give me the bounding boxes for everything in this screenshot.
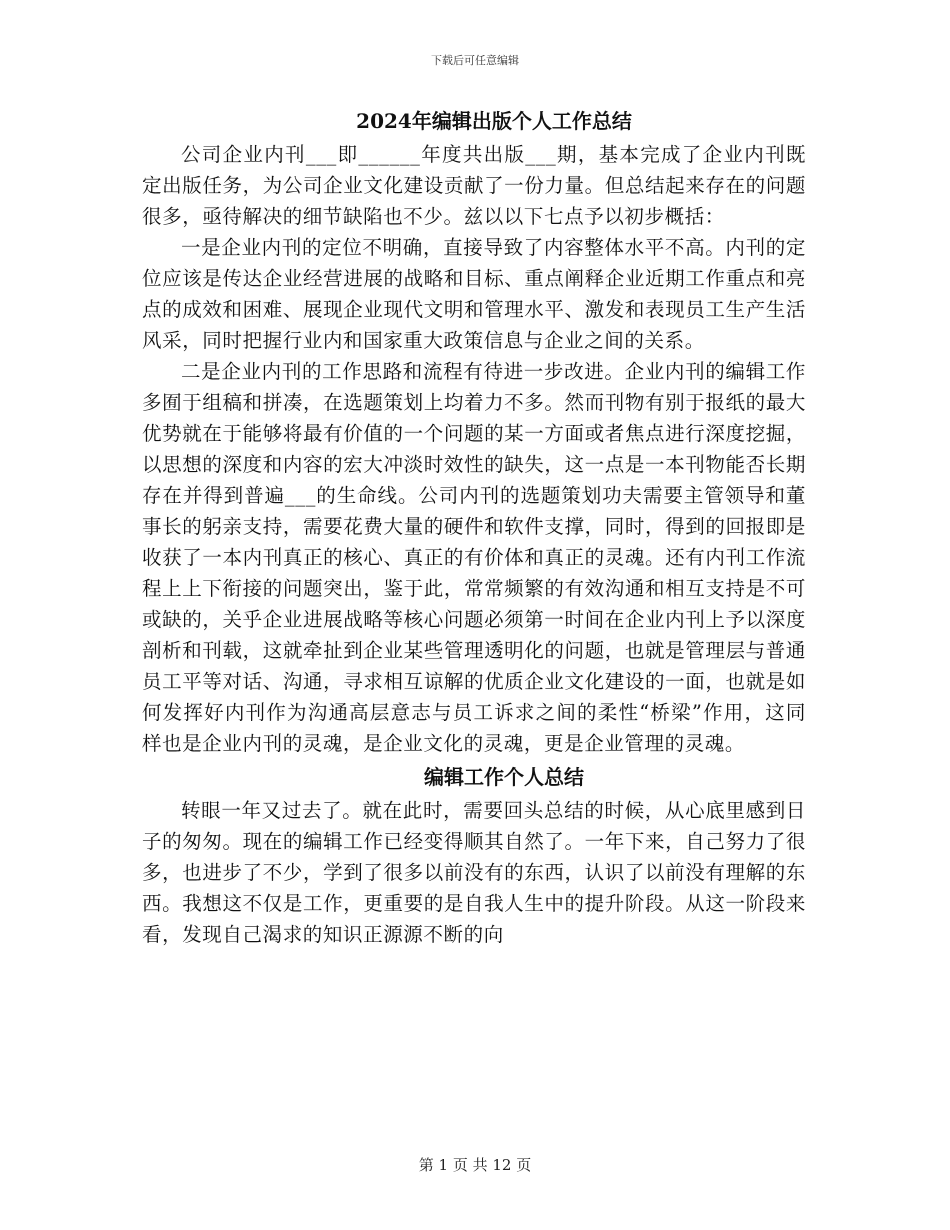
header-note: 下载后可任意编辑 bbox=[431, 54, 519, 67]
paragraph-section-intro: 转眼一年又过去了。就在此时，需要回头总结的时候，从心底里感到日子的匆匆。现在的编辑工作已经变得顺其自然了。一年下来，自己努力了很多，也进步了不少，学到了很多以前没有的东西，认识了以前没有理解的东西。我想这不仅是工作，更重要的是自我人生中的提升阶段。从这一阶段来看，发现自己渴求的知识正源源不断的向 bbox=[142, 799, 806, 946]
section-title: 编辑工作个人总结 bbox=[424, 765, 584, 789]
document-title: 2024年编辑出版个人工作总结 bbox=[356, 109, 632, 133]
paragraph-intro: 公司企业内刊___即______年度共出版___期，基本完成了企业内刊既定出版任务，为公司企业文化建设贡献了一份力量。但总结起来存在的问题很多，亟待解决的细节缺陷也不少。兹以以下七点予以初步概括： bbox=[142, 143, 806, 228]
paragraph-point-one: 一是企业内刊的定位不明确，直接导致了内容整体水平不高。内刊的定位应该是传达企业经营进展的战略和目标、重点阐释企业近期工作重点和亮点的成效和困难、展现企业现代文明和管理水平、激发和表现员工生产生活风采，同时把握行业内和国家重大政策信息与企业之间的关系。 bbox=[142, 236, 806, 352]
page-number: 第 1 页 共 12 页 bbox=[418, 1156, 532, 1174]
paragraph-point-two: 二是企业内刊的工作思路和流程有待进一步改进。企业内刊的编辑工作多囿于组稿和拼凑，在选题策划上均着力不多。然而刊物有别于报纸的最大优势就在于能够将最有价值的一个问题的某一方面或者焦点进行深度挖掘，以思想的深度和内容的宏大冲淡时效性的缺失，这一点是一本刊物能否长期存在并得到普遍___的生命线。公司内刊的选题策划功夫需要主管领导和董事长的躬亲支持，需要花费大量的硬件和软件支撑，同时，得到的回报即是收获了一本内刊真正的核心、真正的有价体和真正的灵魂。还有内刊工作流程上上下衔接的问题突出，鉴于此，常常频繁的有效沟通和相互支持是不可或缺的，关乎企业进展战略等核心问题必须第一时间在企业内刊上予以深度剖析和刊载，这就牵扯到企业某些管理透明化的问题，也就是管理层与普通员工平等对话、沟通，寻求相互谅解的优质企业文化建设的一面，也就是如何发挥好内刊作为沟通高层意志与员工诉求之间的柔性“桥梁”作用，这同样也是企业内刊的灵魂，是企业文化的灵魂，更是企业管理的灵魂。 bbox=[142, 360, 806, 755]
document-body bbox=[142, 103, 806, 950]
